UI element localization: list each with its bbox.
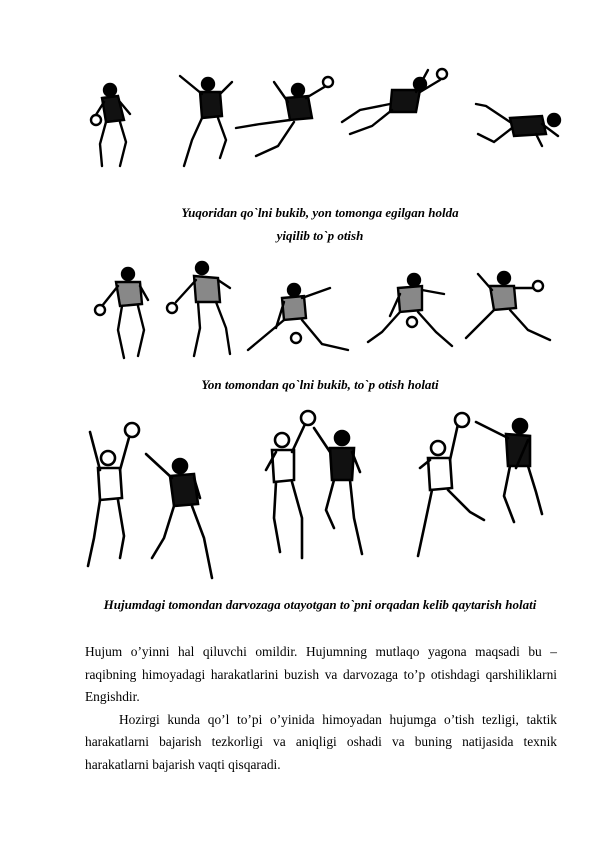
paragraph-2: Hozirgi kunda qo’l to’pi o’yinida himoyadan hujumga o’tish tezligi, taktik harakatlarni bajarish tezkorligi va aniqligi oshadi va buning natijasida texnik harakatlarni bajarish vaqti qisqaradi. bbox=[85, 711, 557, 772]
body-text bbox=[85, 641, 557, 777]
jump-shot-illustration bbox=[80, 62, 570, 182]
side-throw-illustration bbox=[80, 258, 570, 366]
player-figure-5 bbox=[466, 272, 550, 340]
figure-block-from-behind bbox=[80, 408, 570, 584]
player-pair-3 bbox=[418, 413, 542, 556]
player-figure-2 bbox=[180, 76, 232, 166]
figure-side-throw-sequence bbox=[80, 258, 570, 366]
player-figure-4 bbox=[342, 69, 447, 134]
figure-jump-shot-sequence bbox=[80, 62, 570, 182]
player-pair-1 bbox=[88, 423, 212, 578]
figure-caption-3: Hujumdagi tomondan darvozaga otayotgan to`pni orqadan kelib qaytarish holati bbox=[103, 597, 537, 612]
player-figure-4 bbox=[368, 274, 452, 346]
figure-caption-2: Yon tomondan qo`lni bukib, to`p otish holati bbox=[201, 377, 439, 392]
player-pair-2 bbox=[266, 411, 362, 558]
player-figure-1 bbox=[91, 84, 130, 166]
player-figure-3 bbox=[236, 77, 333, 156]
block-illustration bbox=[80, 408, 570, 584]
player-figure-3 bbox=[248, 284, 348, 350]
player-figure-2 bbox=[167, 262, 230, 356]
paragraph-1: Hujum o’yinni hal qiluvchi omildir. Hujumning mutlaqo yagona maqsadi bu – raqibning himoyadagi harakatlarini buzish va darvozaga to’p otishdagi qarshiliklarni Engishdir. bbox=[85, 644, 557, 705]
player-figure-5 bbox=[476, 104, 560, 146]
figure-caption-1: Yuqoridan qo`lni bukib, yon tomonga egilgan holda yiqilib to`p otish bbox=[181, 205, 459, 243]
player-figure-1 bbox=[95, 268, 148, 358]
